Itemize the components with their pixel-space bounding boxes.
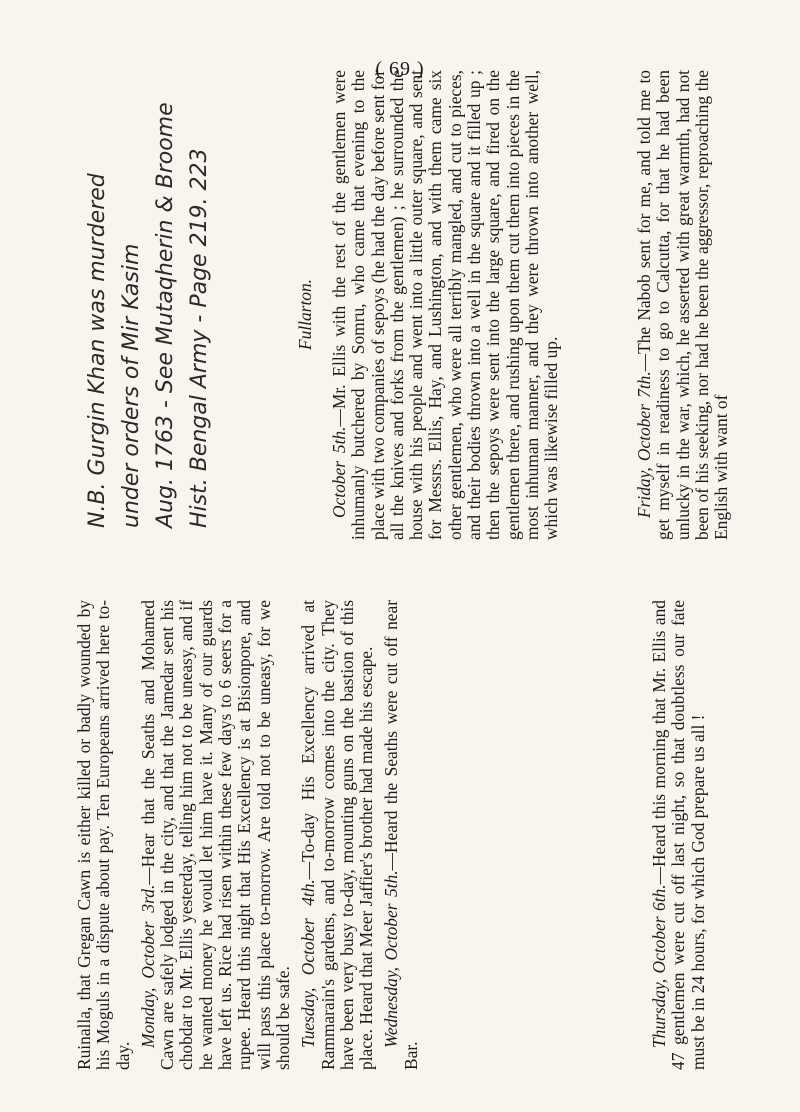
handwritten-note-line: Hist. Bengal Army - Page 219. 223 (187, 148, 212, 528)
diary-date: Thursday, October 6th. (649, 884, 669, 1048)
page-number: ( 69 ) (375, 58, 425, 80)
diary-date: Friday, October 7th. (634, 371, 654, 518)
text-column-1 (75, 600, 421, 1070)
diary-entry: —Hear that the Seaths and Mohamed Cawn are safely lodged in the city, and that the Jamedar sent his chobdar to Mr. Ellis yesterday, telling him not to be uneasy, and if he wanted money he would let him have it. Many of our guards have left us. Rice had risen within these few days to 6 seers for a rupee. Heard this night that His Excellency is at Bisionpore, and will pass this place to-morrow. Are told not to be uneasy, for we should be safe. (137, 600, 293, 1070)
text-column-4 (650, 600, 708, 1070)
diary-entry: —Mr. Ellis with the rest of the gentlemen were inhumanly butchered by Somru, who came that evening to the place with two companies of sepoys (he had the day before sent for all the knives and forks from the gentlemen) ; he surrounded the house with his people and went into a little outer square, and sent for Messrs. Ellis, Hay, and Lushington, and with them came six other gentlemen, who were all terribly mangled, and cut to pieces, and their bodies thrown into a well in the square and it filled up ; then the sepoys were sent into the large square, and fired on the gentlemen there, and rushing upon them cut them into pieces in the most inhuman manner, and they were thrown into another well, which was likewise filled up. (329, 70, 562, 540)
text-column-3 (635, 70, 731, 540)
paragraph: Ruinalla, that Gregan Cawn is either killed or badly wounded by his Moguls in a dispute about pay. Ten Europeans arrived here to-day. (74, 600, 133, 1070)
diary-date: October 5th. (329, 426, 349, 518)
text-column-2 (330, 70, 562, 540)
handwritten-note-line: under orders of Mir Kasim (119, 243, 144, 528)
paragraph (139, 600, 293, 1070)
diary-entry: —To-day His Excellency arrived at Rammarain's gardens, and to-morrow comes into the city. They have been very busy to-day, mounting guns on the bastion of this place. Heard that Meer Jaffier's brother had made his escape. (298, 600, 377, 1070)
diary-entry: —Heard this morning that Mr. Ellis and 47 gentlemen were cut off last night, so that doubtless our fate must be in 24 hours, for which God prepare us all ! (649, 600, 708, 1070)
handwritten-note-line: N.B. Gurgin Khan was murdered (85, 173, 110, 528)
paragraph (635, 70, 731, 540)
paragraph (299, 600, 376, 1070)
diary-entry: —The Nabob sent for me, and told me to get myself in readiness to go to Calcutta, for that he had been unlucky in the war, which, he asserted with great warmth, had not been of his seeking, nor had he been the aggressor, reproaching the English with want of (634, 70, 732, 540)
rotated-page-content (75, 70, 775, 1070)
diary-date: Tuesday, October 4th. (298, 879, 319, 1048)
paragraph (650, 600, 708, 1070)
paragraph (330, 70, 562, 540)
signature: Fullarton. (295, 278, 315, 350)
handwritten-note-line: Aug. 1763 - See Mutaqherin & Broome (153, 102, 178, 528)
diary-date: Monday, October 3rd. (137, 884, 158, 1048)
diary-entry: —Heard the Seaths were cut off near Bar. (381, 599, 421, 1070)
diary-date: Wednesday, October 5th. (381, 870, 402, 1048)
paragraph (382, 600, 421, 1070)
